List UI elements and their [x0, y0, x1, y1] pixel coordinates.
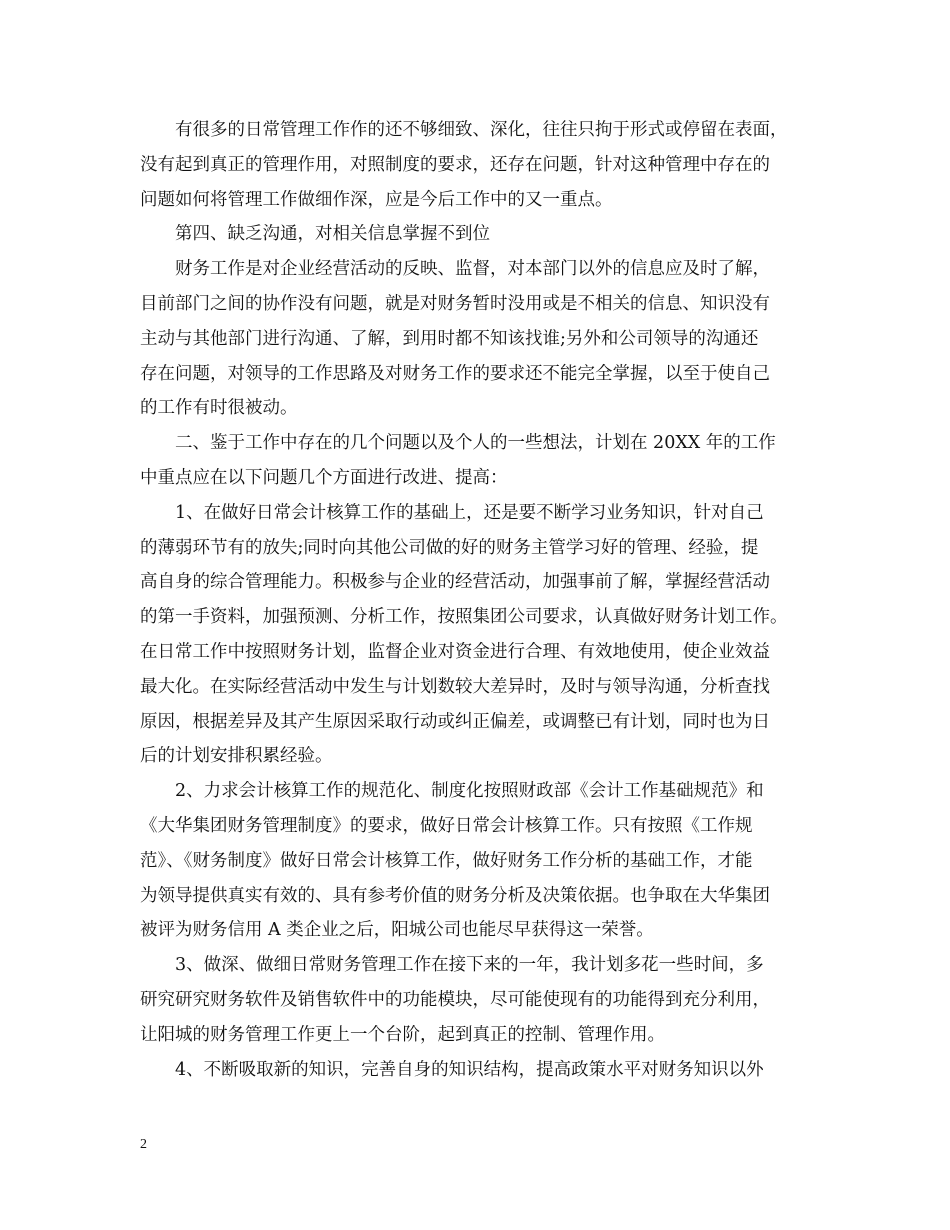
section-heading: 第四、缺乏沟通，对相关信息掌握不到位 [175, 224, 490, 245]
text-line: 财务工作是对企业经营活动的反映、监督，对本部门以外的信息应及时了解， [175, 259, 770, 280]
text-line: 没有起到真正的管理作用，对照制度的要求，还存在问题，针对这种管理中存在的 [140, 154, 770, 175]
text-line: 2、力求会计核算工作的规范化、制度化按照财政部《会计工作基础规范》和 [175, 781, 764, 802]
text-line: 有很多的日常管理工作作的还不够细致、深化，往往只拘于形式或停留在表面， [175, 120, 788, 140]
text-line: 范》、《财务制度》做好日常会计核算工作，做好财务工作分析的基础工作，才能 [140, 850, 753, 871]
text-line: 最大化。在实际经营活动中发生与计划数较大差异时，及时与领导沟通，分析查找 [140, 676, 770, 697]
text-line: 1、在做好日常会计核算工作的基础上，还是要不断学习业务知识，针对自己 [175, 502, 764, 523]
text-line: 3、做深、做细日常财务管理工作在接下来的一年，我计划多花一些时间，多 [175, 955, 764, 976]
text-line: 后的计划安排积累经验。 [140, 746, 333, 767]
text-line: 为领导提供真实有效的、具有参考价值的财务分析及决策依据。也争取在大华集团 [140, 885, 770, 906]
text-line: 高自身的综合管理能力。积极参与企业的经营活动，加强事前了解，掌握经营活动 [140, 572, 770, 593]
text-line: 研究研究财务软件及销售软件中的功能模块，尽可能使现有的功能得到充分利用， [140, 989, 770, 1010]
text-line: 在日常工作中按照财务计划，监督企业对资金进行合理、有效地使用，使企业效益 [140, 641, 770, 662]
text-line: 存在问题，对领导的工作思路及对财务工作的要求还不能完全掌握，以至于使自己 [140, 363, 770, 384]
page-number: 2 [140, 1137, 147, 1152]
text-line: 的薄弱环节有的放失;同时向其他公司做的好的财务主管学习好的管理、经验，提 [140, 537, 759, 558]
text-line: 主动与其他部门进行沟通、了解，到用时都不知该找谁;另外和公司领导的沟通还 [140, 328, 759, 349]
text-line: 二、鉴于工作中存在的几个问题以及个人的一些想法，计划在 20XX 年的工作 [175, 433, 776, 454]
text-line: 《大华集团财务管理制度》的要求，做好日常会计核算工作。只有按照《工作规 [140, 815, 753, 836]
text-line: 让阳城的财务管理工作更上一个台阶，起到真正的控制、管理作用。 [140, 1024, 665, 1045]
document-body [140, 113, 830, 1087]
text-line: 问题如何将管理工作做细作深，应是今后工作中的又一重点。 [140, 189, 613, 210]
text-line: 4、不断吸取新的知识，完善自身的知识结构，提高政策水平对财务知识以外 [175, 1059, 764, 1080]
text-line: 目前部门之间的协作没有问题，就是对财务暂时没用或是不相关的信息、知识没有 [140, 293, 770, 314]
text-line: 原因，根据差异及其产生原因采取行动或纠正偏差，或调整已有计划，同时也为日 [140, 711, 770, 732]
text-line: 中重点应在以下问题几个方面进行改进、提高： [140, 467, 508, 488]
text-line: 的第一手资料，加强预测、分析工作，按照集团公司要求，认真做好财务计划工作。 [140, 607, 788, 628]
text-line: 被评为财务信用 A 类企业之后，阳城公司也能尽早获得这一荣誉。 [140, 920, 654, 941]
text-line: 的工作有时很被动。 [140, 398, 298, 419]
